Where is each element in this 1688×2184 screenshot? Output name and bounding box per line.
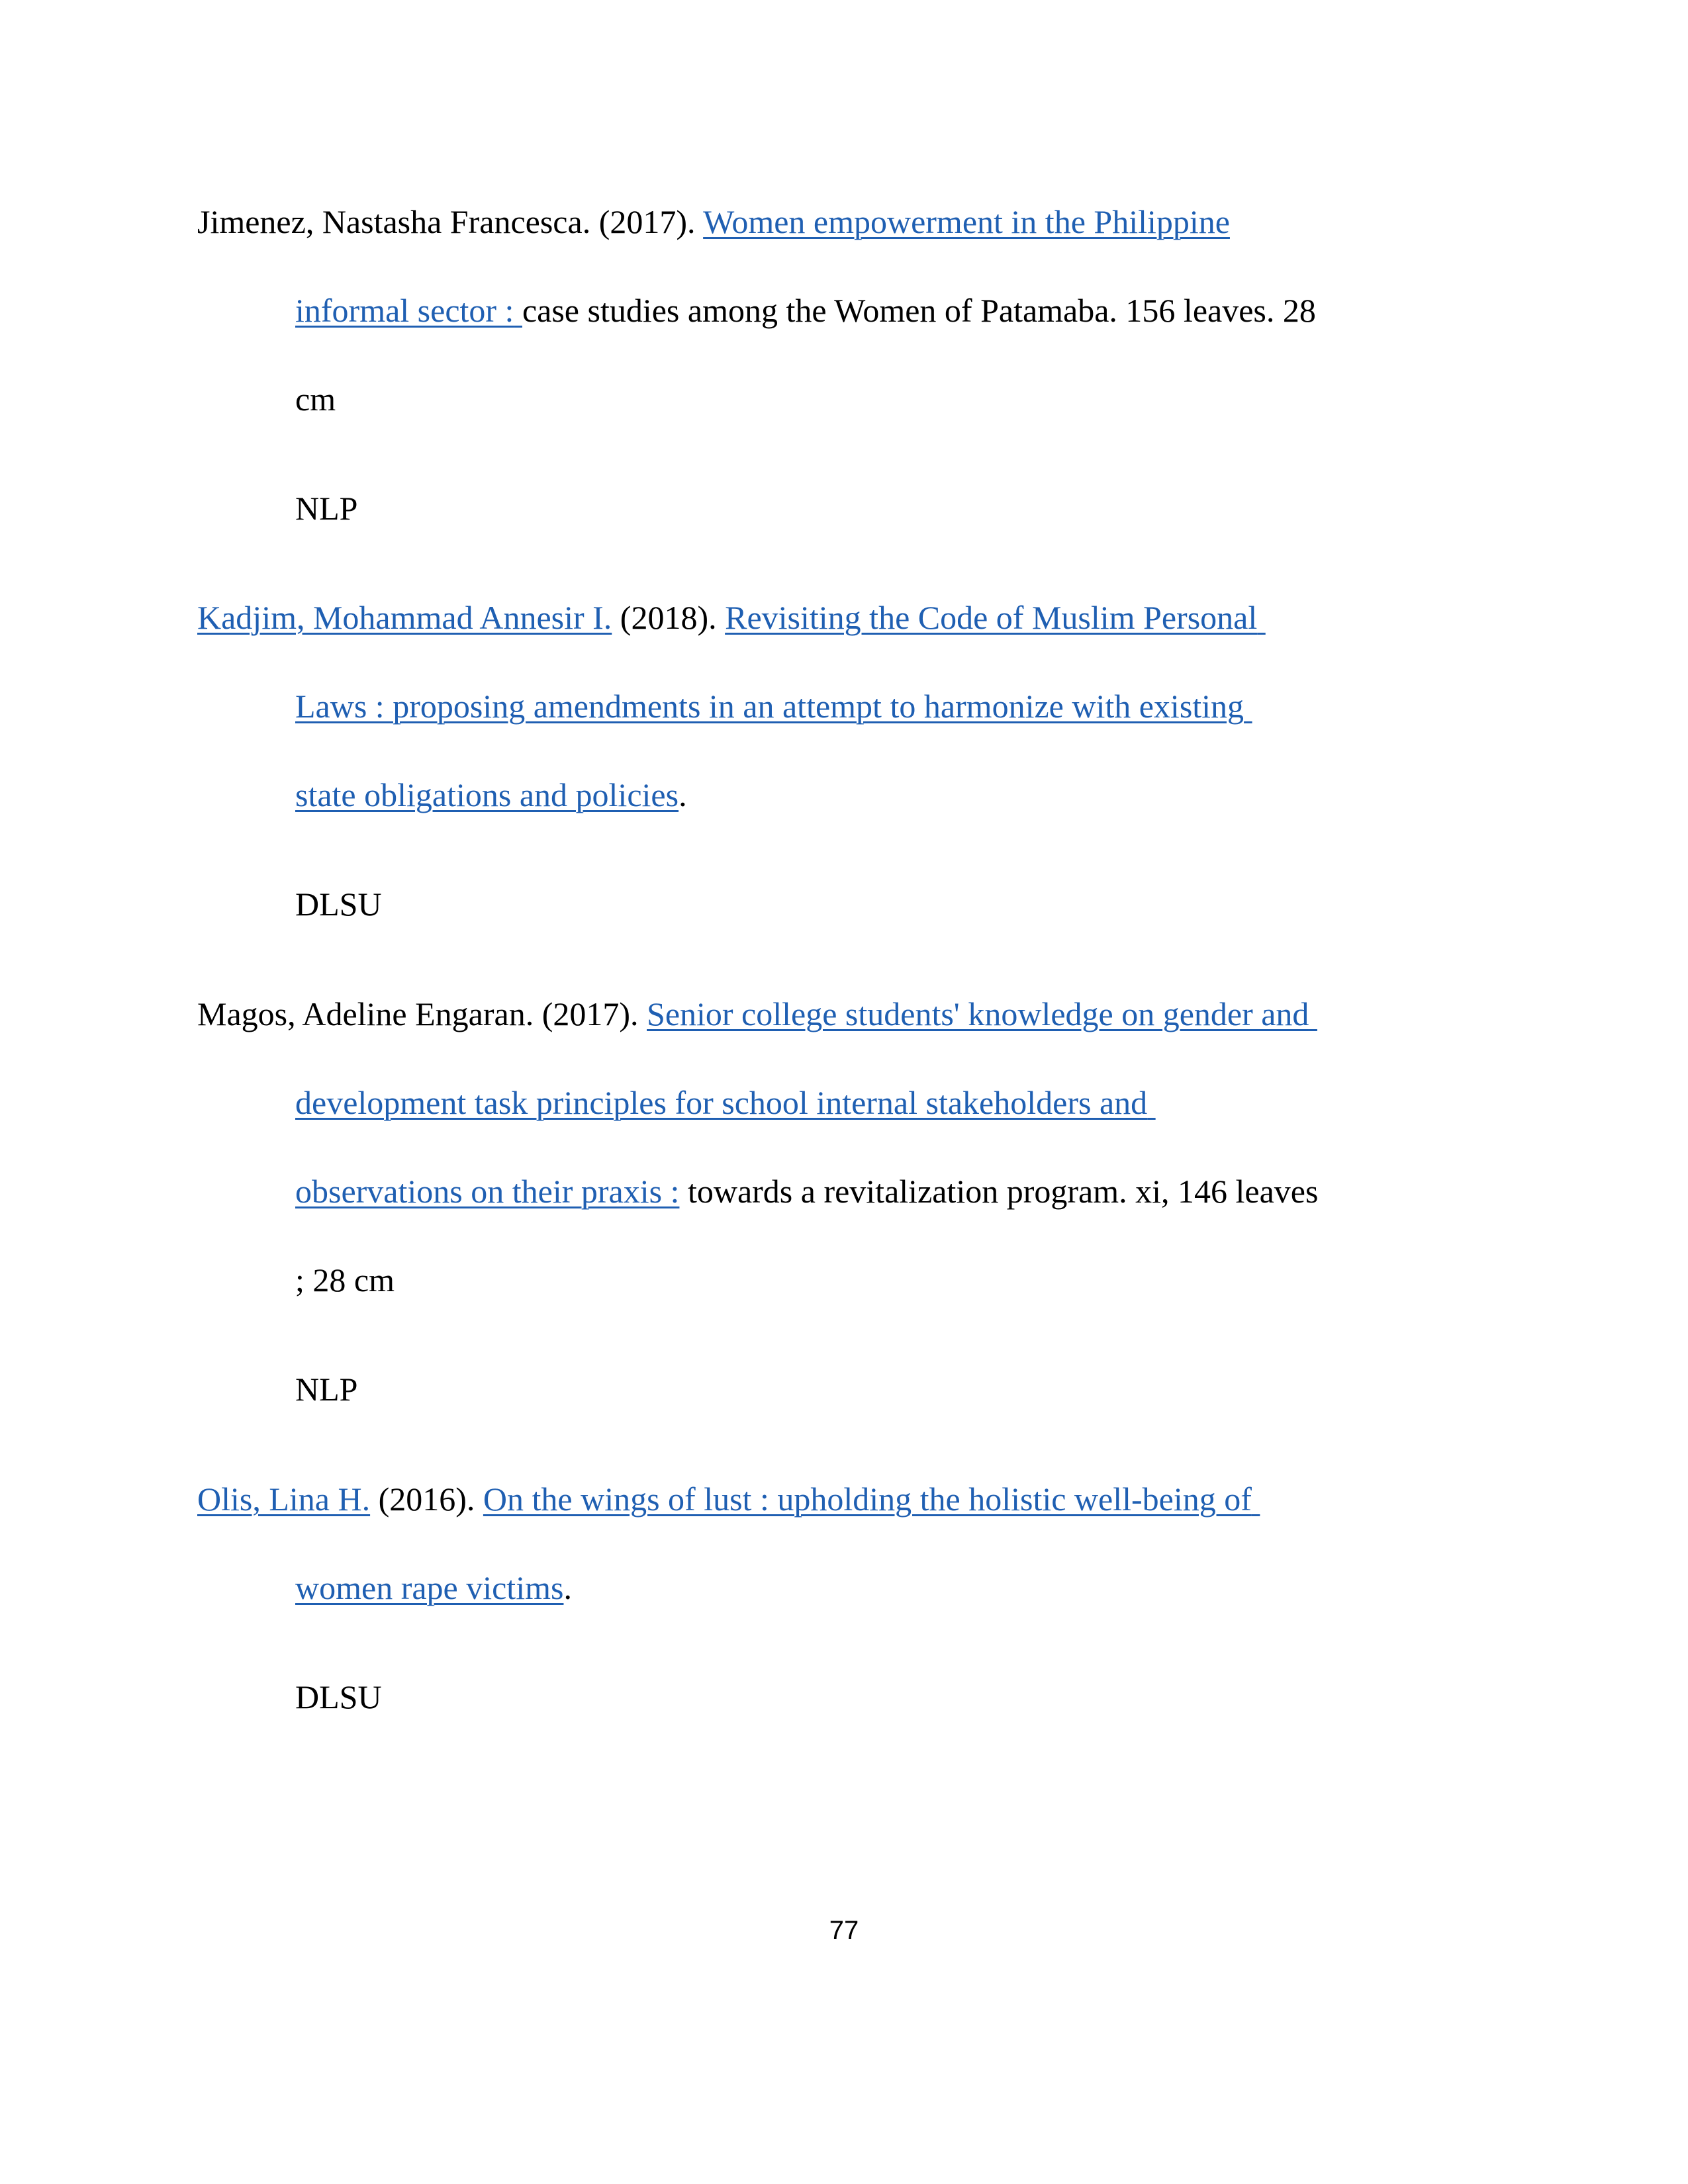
- entry-kadjim-line-3: state obligations and policies.: [197, 775, 687, 815]
- author-link[interactable]: Olis, Lina H.: [197, 1480, 371, 1518]
- entry-magos-line-1: [197, 994, 1317, 1034]
- entry-jimenez-line-1: [197, 202, 1289, 242]
- entry-kadjim-line-2: [197, 686, 1252, 726]
- entry-kadjim-line-1: [197, 598, 1266, 637]
- description: case studies among the Women of Patamaba. 156 leaves. 28: [522, 292, 1316, 329]
- library-code: NLP: [295, 1371, 358, 1408]
- page-number: 77: [829, 1916, 859, 1945]
- library-code: DLSU: [295, 1678, 382, 1715]
- year: (2016).: [378, 1480, 475, 1518]
- entry-magos-line-3: [197, 1171, 1318, 1211]
- author: Magos, Adeline Engaran.: [197, 995, 534, 1032]
- title-link[interactable]: development task principles for school internal stakeholders and: [295, 1084, 1148, 1121]
- entry-magos-line-2: [197, 1083, 1156, 1122]
- title-link[interactable]: Women empowerment in the Philippine: [703, 203, 1230, 240]
- library-code: NLP: [295, 490, 358, 527]
- title-link[interactable]: state obligations and policies: [295, 776, 679, 813]
- entry-olis-line-1: [197, 1479, 1260, 1519]
- year: (2017).: [598, 203, 696, 240]
- title-link[interactable]: observations on their praxis :: [295, 1173, 680, 1210]
- year: (2017).: [541, 995, 639, 1032]
- entry-olis-line-2: women rape victims.: [197, 1568, 572, 1608]
- title-link[interactable]: informal sector :: [295, 292, 514, 329]
- entry-jimenez-line-3: cm: [295, 381, 336, 418]
- title-link[interactable]: Revisiting the Code of Muslim Personal: [725, 599, 1258, 636]
- author-link[interactable]: Kadjim, Mohammad Annesir I.: [197, 599, 612, 636]
- entry-jimenez-line-2: [197, 291, 1316, 330]
- library-code: DLSU: [295, 886, 382, 923]
- title-link[interactable]: Senior college students' knowledge on gender and: [647, 995, 1309, 1032]
- title-link[interactable]: Laws : proposing amendments in an attempt to harmonize with existing: [295, 688, 1244, 725]
- description: towards a revitalization program. xi, 146 leaves: [687, 1173, 1319, 1210]
- title-link[interactable]: On the wings of lust : upholding the holistic well-being of: [483, 1480, 1252, 1518]
- entry-magos-line-4: ; 28 cm: [295, 1261, 395, 1298]
- title-link[interactable]: women rape victims: [295, 1569, 564, 1606]
- year: (2018).: [620, 599, 717, 636]
- author: Jimenez, Nastasha Francesca.: [197, 203, 591, 240]
